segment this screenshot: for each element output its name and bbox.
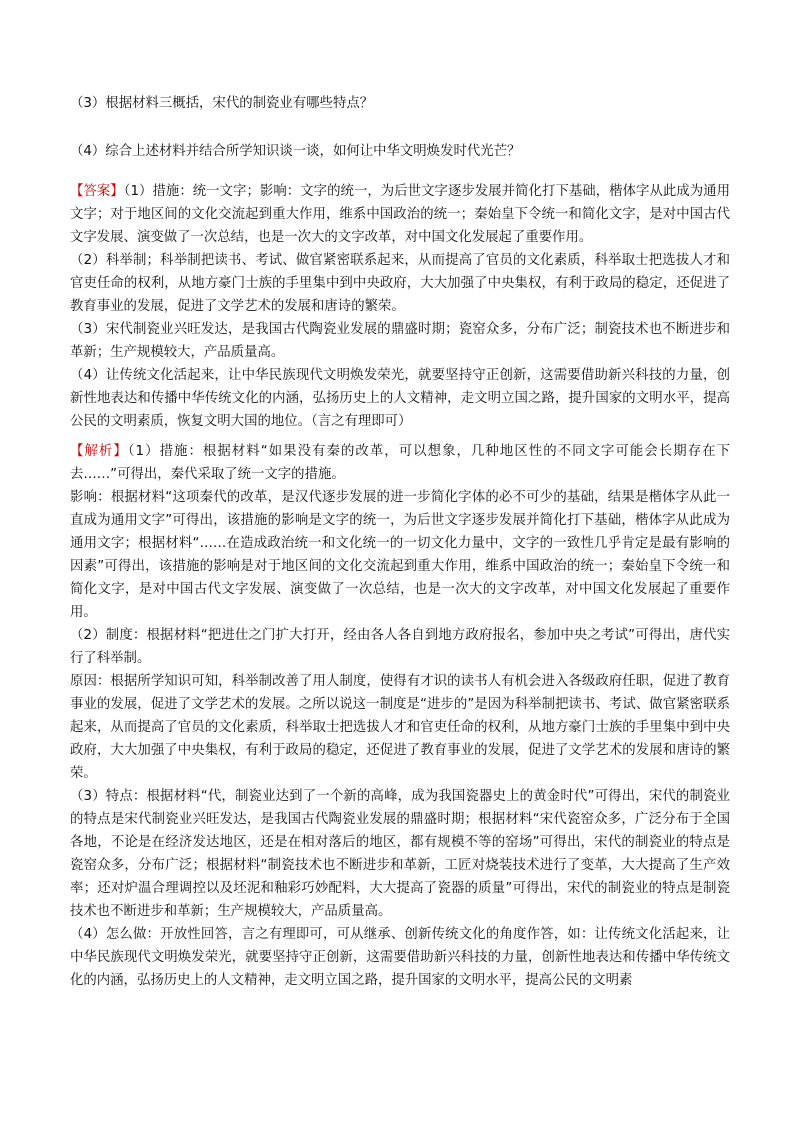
question-4: （4）综合上述材料并结合所学知识谈一谈，如何让中华文明焕发时代光芒？ [70,144,521,159]
analysis-paragraph-2: 影响：根据材料“这项秦代的改革，是汉代逐步发展的进一步简化字体的必不可少的基础，结果是楷体字从此一直成为通用文字”可得出，该措施的影响是文字的统一，为后世文字逐步发展并简化打下基础，楷体字从此成为通用文字；根据材料“……在造成政治统一和文化统一的一切文化力量中，文字的一致性几乎肯定是最有影响的因素”可得出，该措施的影响是对于地区间的文化交流起到重大作用，维系中国政治的统一；秦始皇下令统一和简化文字，是对中国古代文字发展、演变做了一次总结，也是一次大的文字改革，对中国文化发展起了重要作用。 [70,490,730,620]
answer-paragraph-4: （4）让传统文化活起来，让中华民族现代文明焕发荣光，就要坚持守正创新，这需要借助新兴科技的力量，创新性地表达和传播中华传统文化的内涵，弘扬历史上的人文精神，走文明立国之路，提升国家的文明水平，提高公民的文明素质，恢复文明大国的地位。（言之有理即可） [70,368,730,429]
answer-section [70,180,730,433]
answer-paragraph-2: （2）科举制；科举制把读书、考试、做官紧密联系起来，从而提高了官员的文化素质，科举取士把选拔人才和官吏任命的权利，从地方豪门士族的手里集中到中央政府，大大加强了中央集权，有利于政局的稳定，还促进了教育事业的发展，促进了文学艺术的发展和唐诗的繁荣。 [70,253,730,314]
analysis-paragraph-1 [70,440,730,486]
analysis-section [70,440,730,992]
analysis-paragraph-4: 原因：根据所学知识可知，科举制改善了用人制度，使得有才识的读书人有机会进入各级政府任职，促进了教育事业的发展，促进了文学艺术的发展。之所以说这一制度是“进步的”是因为科举制把读书、考试、做官紧密联系起来，从而提高了官员的文化素质，科举取士把选拔人才和官吏任命的权利，从地方豪门士族的手里集中到中央政府，大大加强了中央集权，有利于政局的稳定，还促进了教育事业的发展，促进了文学艺术的发展和唐诗的繁荣。 [70,674,730,781]
answer-tag: 【答案】 [70,184,124,199]
answer-paragraph-3: （3）宋代制瓷业兴旺发达，是我国古代陶瓷业发展的鼎盛时期；瓷窑众多，分布广泛；制瓷技术也不断进步和革新；生产规模较大，产品质量高。 [70,322,730,360]
answer-text-1: （1）措施：统一文字；影响：文字的统一，为后世文字逐步发展并简化打下基础，楷体字从此成为通用文字；对于地区间的文化交流起到重大作用，维系中国政治的统一；秦始皇下令统一和简化文字，是对中国古代文字发展、演变做了一次总结，也是一次大的文字改革，对中国文化发展起了重要作用。 [70,184,730,245]
analysis-paragraph-5: （3）特点：根据材料“代，制瓷业达到了一个新的高峰，成为我国瓷器史上的黄金时代”可得出，宋代的制瓷业的特点是宋代制瓷业兴旺发达，是我国古代陶瓷业发展的鼎盛时期；根据材料“宋代瓷窑众多，广泛分布于全国各地，不论是在经济发达地区，还是在相对落后的地区，都有规模不等的窑场”可得出，宋代的制瓷业的特点是瓷窑众多，分布广泛；根据材料“制瓷技术也不断进步和革新，工匠对烧装技术进行了变革，大大提高了生产效率；还对炉温合理调控以及坯泥和釉彩巧妙配料，大大提高了瓷器的质量”可得出，宋代的制瓷业的特点是制瓷技术也不断进步和革新；生产规模较大，产品质量高。 [70,789,730,919]
analysis-text-1: （1）措施：根据材料“如果没有秦的改革，可以想象，几种地区性的不同文字可能会长期存在下去……”可得出，秦代采取了统一文字的措施。 [70,444,730,482]
answer-paragraph-1 [70,180,730,249]
analysis-paragraph-6: （4）怎么做：开放性回答，言之有理即可，可从继承、创新传统文化的角度作答，如：让传统文化活起来，让中华民族现代文明焕发荣光，就要坚持守正创新，这需要借助新兴科技的力量，创新性地表达和传播中华传统文化的内涵，弘扬历史上的人文精神，走文明立国之路，提升国家的文明水平，提高公民的文明素 [70,927,730,988]
question-3: （3）根据材料三概括，宋代的制瓷业有哪些特点？ [70,96,374,111]
analysis-tag: 【解析】 [70,444,128,459]
analysis-paragraph-3: （2）制度：根据材料“把进仕之门扩大打开，经由各人各自到地方政府报名，参加中央之考试”可得出，唐代实行了科举制。 [70,628,730,666]
